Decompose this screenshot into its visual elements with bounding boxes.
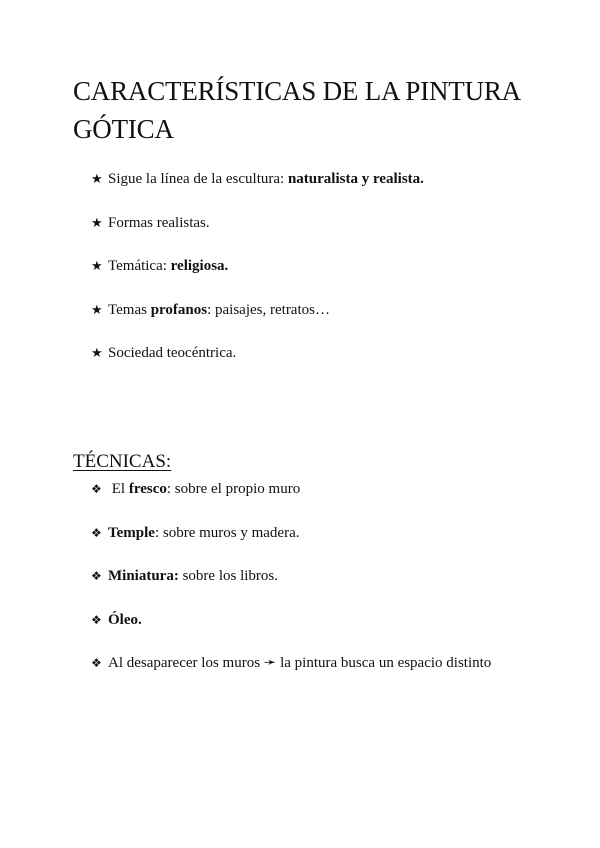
item-bold-text: Óleo. bbox=[108, 611, 142, 628]
diamond-bullet-icon: ❖ bbox=[91, 482, 102, 496]
item-text: Al desaparecer los muros ➛ la pintura busca un espacio distinto bbox=[108, 655, 492, 671]
item-bold-text: fresco bbox=[128, 481, 167, 497]
list-item bbox=[91, 169, 424, 213]
star-bullet-icon: ★ bbox=[91, 346, 103, 361]
item-text: Sociedad teocéntrica. bbox=[108, 345, 237, 361]
list-item bbox=[91, 256, 424, 300]
diamond-bullet-icon: ❖ bbox=[91, 656, 102, 670]
item-bold-text: Miniatura: bbox=[108, 568, 179, 584]
diamond-bullet-icon: ❖ bbox=[91, 612, 102, 627]
item-bold-text: naturalista y realista. bbox=[287, 171, 424, 187]
list-item bbox=[91, 566, 491, 610]
item-text: El bbox=[108, 481, 129, 497]
item-text-after: sobre los libros. bbox=[178, 568, 278, 584]
star-bullet-icon: ★ bbox=[91, 259, 103, 274]
features-list bbox=[91, 169, 424, 387]
item-text: Temática: bbox=[108, 258, 171, 274]
item-text: Sigue la línea de la escultura: bbox=[108, 171, 288, 187]
techniques-list bbox=[91, 479, 491, 697]
list-item bbox=[91, 213, 424, 257]
item-bold-text: profanos bbox=[150, 301, 208, 318]
list-item bbox=[91, 610, 491, 654]
star-bullet-icon: ★ bbox=[91, 215, 103, 231]
item-text: Temas bbox=[108, 301, 151, 318]
list-item bbox=[91, 343, 424, 387]
item-bold-text: Temple bbox=[108, 524, 155, 541]
page-title: CARACTERÍSTICAS DE LA PINTURA GÓTICA bbox=[73, 76, 520, 144]
list-item bbox=[91, 300, 424, 344]
item-text-after: : sobre el propio muro bbox=[166, 481, 301, 497]
list-item bbox=[91, 523, 491, 567]
list-item bbox=[91, 653, 491, 697]
item-text-after: : paisajes, retratos… bbox=[207, 301, 330, 318]
star-bullet-icon: ★ bbox=[91, 302, 103, 318]
item-text: Formas realistas. bbox=[108, 214, 210, 231]
techniques-heading: TÉCNICAS: bbox=[73, 451, 172, 472]
list-item bbox=[91, 479, 491, 523]
item-bold-text: religiosa. bbox=[170, 258, 229, 274]
star-bullet-icon: ★ bbox=[91, 172, 103, 187]
diamond-bullet-icon: ❖ bbox=[91, 525, 102, 540]
item-text-after: : sobre muros y madera. bbox=[154, 524, 300, 541]
diamond-bullet-icon: ❖ bbox=[91, 569, 102, 583]
